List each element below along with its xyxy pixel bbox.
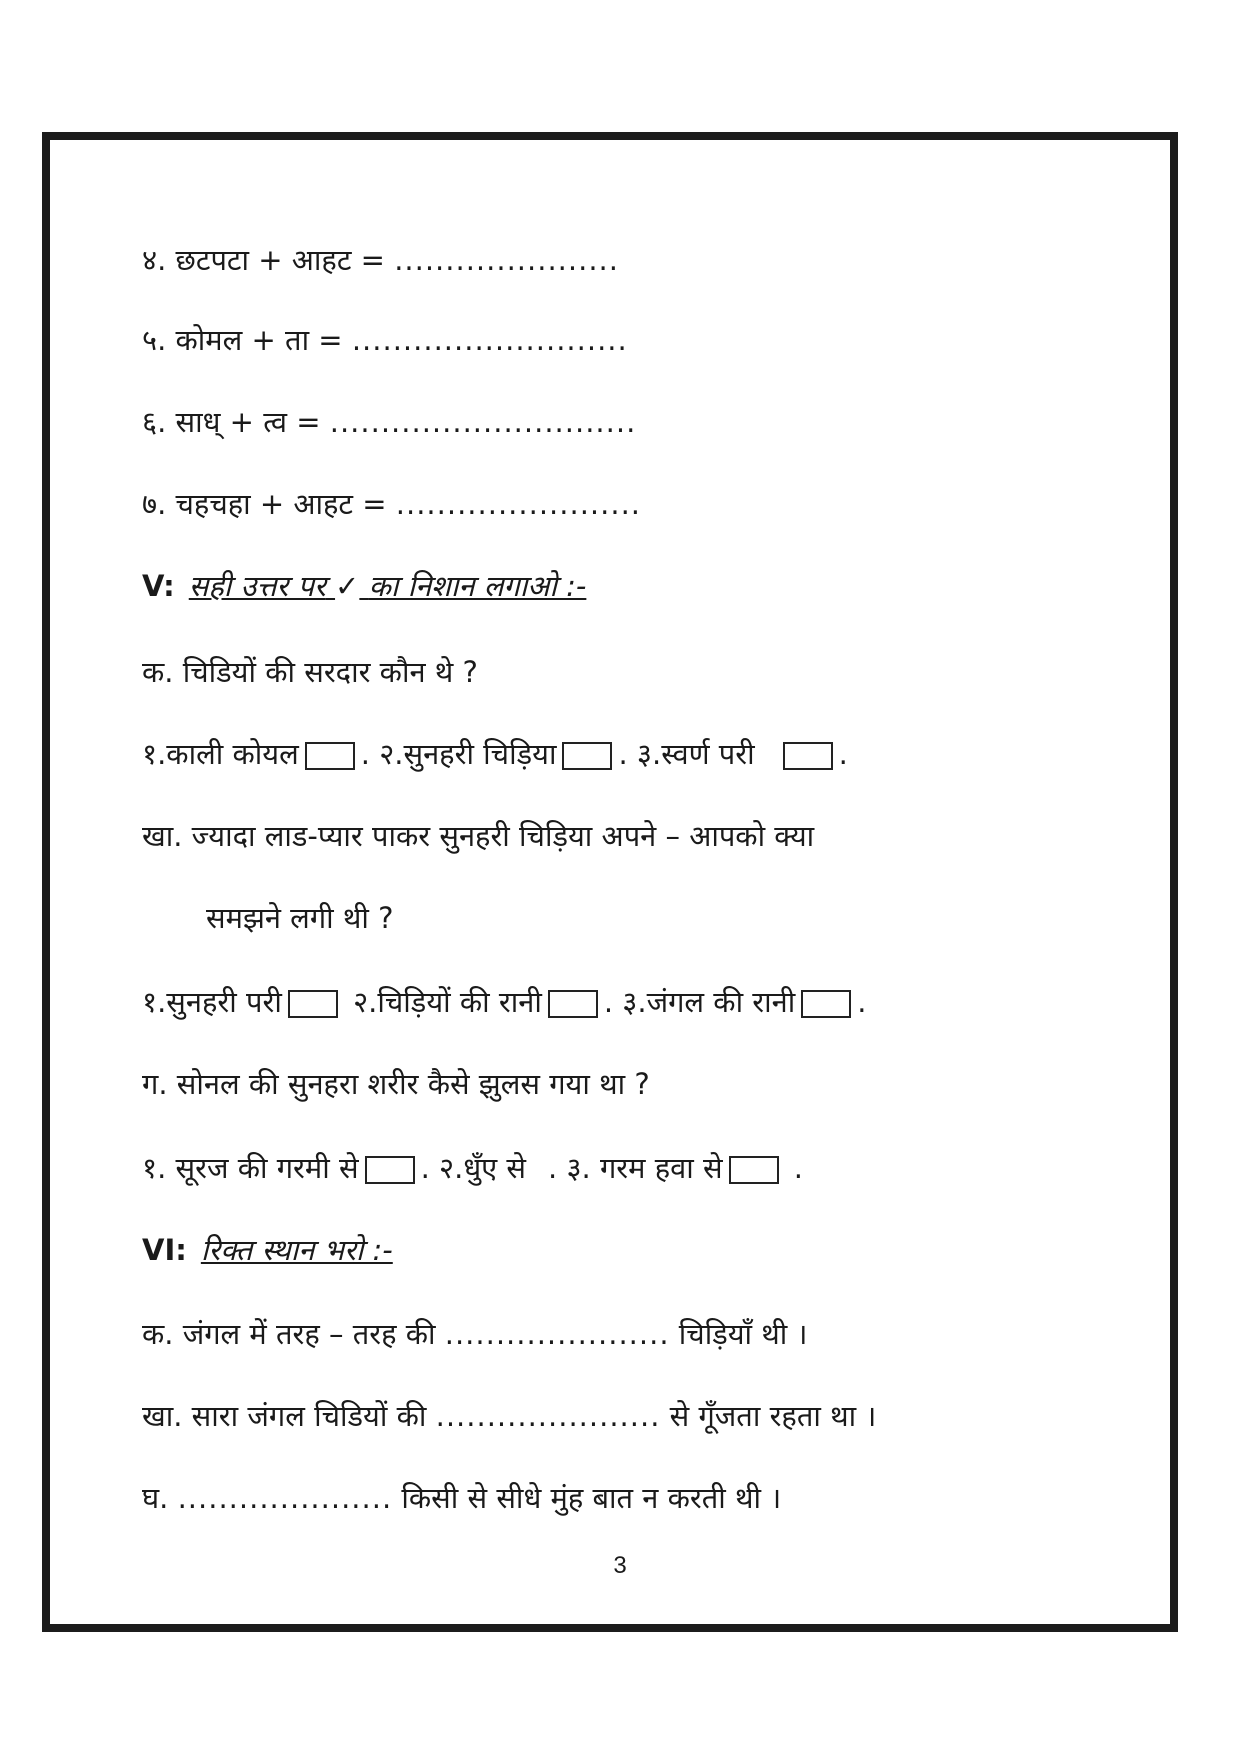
checkbox[interactable] — [305, 742, 355, 770]
answer-blank[interactable]: ...................... — [394, 243, 619, 277]
answer-blank[interactable]: ..................... — [177, 1481, 393, 1515]
checkbox[interactable] — [365, 1156, 415, 1184]
options-kha: १.सुनहरी परी २.चिड़ियों की रानी . ३.जंगल की रानी . — [142, 985, 867, 1019]
option-label: १.सुनहरी परी — [142, 985, 282, 1019]
fill-blank-gha: घ. ..................... किसी से सीधे मुंह बात न करती थी । — [142, 1481, 782, 1515]
word-formation-item-7: ७. चहचहा + आहट = ........................ — [142, 487, 642, 521]
question-ga: ग. सोनल की सुनहरा शरीर कैसे झुलस गया था ? — [142, 1067, 650, 1101]
fill-blank-kha: खा. सारा जंगल चिडियों की ...................... से गूँजता रहता था । — [142, 1399, 877, 1433]
page-number: 3 — [613, 1552, 627, 1579]
checkbox[interactable] — [783, 742, 833, 770]
fill-blank-ka: क. जंगल में तरह – तरह की ...................... चिड़ियाँ थी । — [142, 1317, 808, 1351]
question-kha-continued: समझने लगी थी ? — [206, 901, 394, 935]
checkbox[interactable] — [562, 742, 612, 770]
checkbox[interactable] — [801, 990, 851, 1018]
section-label: V: — [142, 569, 175, 603]
section-v-heading — [142, 566, 586, 606]
option-label: २.धुँए से — [439, 1151, 527, 1185]
word-formation-item-4: ४. छटपटा + आहट = ...................... — [142, 243, 619, 277]
section-label: VI: — [142, 1233, 187, 1267]
option-label: ३.जंगल की रानी — [622, 985, 796, 1019]
options-ka: १.काली कोयल . २.सुनहरी चिड़िया . ३.स्वर्ण परी . — [142, 737, 848, 771]
answer-blank[interactable]: ...................... — [435, 1399, 661, 1433]
answer-blank[interactable]: ........................... — [351, 323, 628, 357]
options-ga: १. सूरज की गरमी से . २.धुँए से . ३. गरम हवा से . — [142, 1151, 804, 1185]
section-title: सही उत्तर पर ✓ का निशान लगाओ :- — [189, 569, 587, 603]
option-label: २.सुनहरी चिड़िया — [379, 737, 557, 771]
option-label: ३.स्वर्ण परी — [636, 737, 755, 771]
section-vi-heading — [142, 1230, 393, 1270]
answer-blank[interactable]: ........................ — [395, 487, 642, 521]
option-label: ३. गरम हवा से — [566, 1151, 723, 1185]
answer-blank[interactable]: ...................... — [444, 1317, 670, 1351]
option-label: १. सूरज की गरमी से — [142, 1151, 359, 1185]
answer-blank[interactable]: .............................. — [329, 405, 637, 439]
word-formation-item-5: ५. कोमल + ता = ........................... — [142, 323, 628, 357]
question-ka: क. चिडियों की सरदार कौन थे ? — [142, 655, 478, 689]
option-label: १.काली कोयल — [142, 737, 299, 771]
section-title: रिक्त स्थान भरो :- — [200, 1233, 393, 1267]
question-kha: खा. ज्यादा लाड-प्यार पाकर सुनहरी चिड़िया अपने – आपको क्या — [142, 819, 815, 853]
checkbox[interactable] — [288, 990, 338, 1018]
checkbox[interactable] — [729, 1156, 779, 1184]
check-mark-icon: ✓ — [335, 569, 360, 603]
option-label: २.चिड़ियों की रानी — [353, 985, 542, 1019]
checkbox[interactable] — [548, 990, 598, 1018]
word-formation-item-6: ६. साध् + त्व = .............................. — [142, 405, 637, 439]
